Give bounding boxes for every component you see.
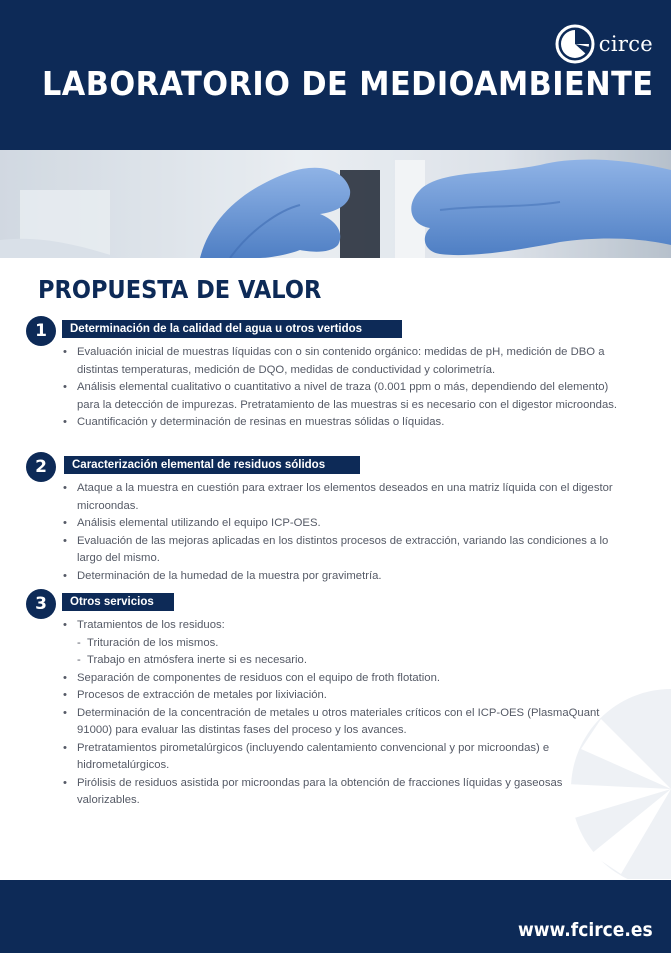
section-2-list xyxy=(60,480,620,585)
section-3-list xyxy=(60,617,620,810)
section-1-heading: Determinación de la calidad del agua u otros vertidos xyxy=(62,320,402,338)
page-title: LABORATORIO DE MEDIOAMBIENTE xyxy=(42,64,654,103)
footer-banner xyxy=(0,880,671,953)
list-item: • Evaluación inicial de muestras líquidas con o sin contenido orgánico: medidas de pH, medición de DBO a distintas temperaturas, medición de DQO, medidas de conductividad y colorimetría. xyxy=(60,344,620,379)
laboratory-photo xyxy=(0,150,671,258)
section-1-number: 1 xyxy=(26,316,56,346)
list-item: • Análisis elemental cualitativo o cuantitativo a nivel de traza (0.001 ppm o más, dependiendo del elemento) para la detección de impurezas. Pretratamiento de las muestras si es necesario con el digestor microondas. xyxy=(60,379,620,414)
list-item: • Cuantificación y determinación de resinas en muestras sólidas o líquidas. xyxy=(60,414,620,432)
section-1-list xyxy=(60,344,620,432)
section-title: PROPUESTA DE VALOR xyxy=(38,275,322,304)
logo-text: circe xyxy=(598,32,653,56)
circe-logo xyxy=(555,22,653,66)
section-2-number: 2 xyxy=(26,452,56,482)
list-item: • Pirólisis de residuos asistida por microondas para la obtención de fracciones líquidas y gaseosas valorizables. xyxy=(60,775,620,810)
section-3-heading: Otros servicios xyxy=(62,593,174,611)
list-item: • Procesos de extracción de metales por lixiviación. xyxy=(60,687,620,705)
list-item: • Ataque a la muestra en cuestión para extraer los elementos deseados en una matriz líquida con el digestor microondas. xyxy=(60,480,620,515)
website-link[interactable]: www.fcirce.es xyxy=(518,919,653,941)
list-item: • Análisis elemental utilizando el equipo ICP-OES. xyxy=(60,515,620,533)
list-item: • Evaluación de las mejoras aplicadas en los distintos procesos de extracción, variando las condiciones a lo largo del mismo. xyxy=(60,533,620,568)
list-item: • Pretratamientos pirometalúrgicos (incluyendo calentamiento convencional y por microondas) e hidrometalúrgicos. xyxy=(60,740,620,775)
list-item: • Separación de componentes de residuos con el equipo de froth flotation. xyxy=(60,670,620,688)
sub-list-item: - Trabajo en atmósfera inerte si es necesario. xyxy=(60,652,620,670)
section-3-number: 3 xyxy=(26,589,56,619)
section-2-heading: Caracterización elemental de residuos sólidos xyxy=(64,456,360,474)
list-item: • Tratamientos de los residuos: xyxy=(60,617,620,635)
circe-logo-icon xyxy=(555,24,595,64)
header-banner xyxy=(0,0,671,150)
list-item: • Determinación de la humedad de la muestra por gravimetría. xyxy=(60,568,620,586)
list-item: • Determinación de la concentración de metales u otros materiales críticos con el ICP-OES (PlasmaQuant 91000) para evaluar las distintas fases del proceso y los avances. xyxy=(60,705,620,740)
sub-list-item: - Trituración de los mismos. xyxy=(60,635,620,653)
